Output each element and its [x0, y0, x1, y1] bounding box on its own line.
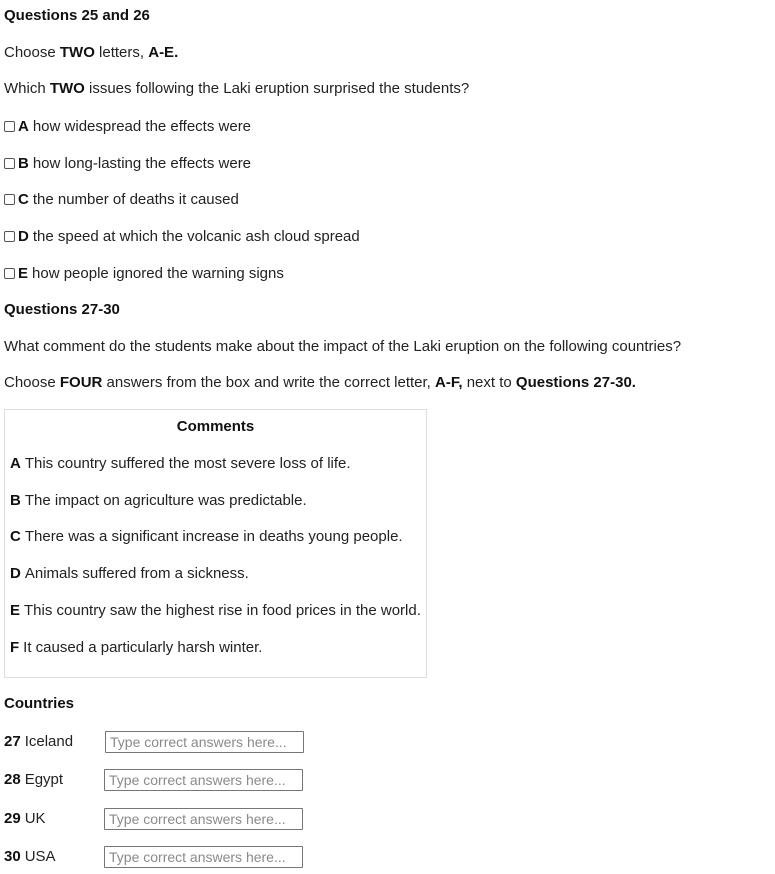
checkbox-d[interactable] — [4, 231, 15, 242]
option-text: how people ignored the warning signs — [32, 264, 284, 282]
country-label: 28 Egypt — [4, 771, 64, 788]
q27-30-instruction: Choose FOUR answers from the box and write the correct letter, A-F, next to Questions 27-30. — [4, 374, 636, 391]
comments-box — [4, 409, 427, 678]
q25-26-heading: Questions 25 and 26 — [4, 7, 150, 24]
q25-26-instruction: Choose TWO letters, A-E. — [4, 44, 179, 61]
option-b[interactable] — [4, 154, 251, 172]
answer-input-28[interactable] — [104, 769, 303, 791]
option-letter: E — [18, 264, 29, 282]
q27-30-question: What comment do the students make about the impact of the Laki eruption on the following countries? — [4, 338, 682, 355]
comments-title: Comments — [176, 418, 255, 435]
country-label: 29 UK — [4, 810, 46, 827]
option-text: the speed at which the volcanic ash cloud spread — [32, 227, 360, 245]
comment-item: C There was a significant increase in deaths young people. — [10, 528, 403, 545]
checkbox-b[interactable] — [4, 158, 15, 169]
country-label: 30 USA — [4, 848, 56, 865]
answer-row-30 — [4, 846, 324, 868]
option-text: how widespread the effects were — [32, 117, 252, 135]
q27-30-heading: Questions 27-30 — [4, 301, 120, 318]
answer-input-30[interactable] — [104, 846, 303, 868]
option-letter: B — [18, 154, 29, 172]
option-letter: A — [18, 117, 29, 135]
comment-item: D Animals suffered from a sickness. — [10, 565, 249, 582]
option-d[interactable] — [4, 227, 360, 245]
option-letter: C — [18, 190, 29, 208]
answer-row-27 — [4, 731, 324, 753]
countries-heading: Countries — [4, 695, 75, 712]
option-a[interactable] — [4, 117, 251, 135]
answer-row-29 — [4, 808, 324, 830]
answer-row-28 — [4, 769, 324, 791]
option-e[interactable] — [4, 264, 284, 282]
comment-item: F It caused a particularly harsh winter. — [10, 639, 263, 656]
option-letter: D — [18, 227, 29, 245]
comment-item: B The impact on agriculture was predictable. — [10, 492, 307, 509]
comment-item: A This country suffered the most severe loss of life. — [10, 455, 351, 472]
answer-input-27[interactable] — [105, 731, 304, 753]
answer-input-29[interactable] — [104, 808, 303, 830]
comment-item: E This country saw the highest rise in food prices in the world. — [10, 602, 421, 619]
country-label: 27 Iceland — [4, 733, 74, 750]
option-c[interactable] — [4, 190, 239, 208]
checkbox-e[interactable] — [4, 268, 15, 279]
option-text: the number of deaths it caused — [32, 190, 239, 208]
q25-26-question: Which TWO issues following the Laki eruption surprised the students? — [4, 80, 470, 97]
checkbox-c[interactable] — [4, 194, 15, 205]
option-text: how long-lasting the effects were — [32, 154, 252, 172]
checkbox-a[interactable] — [4, 121, 15, 132]
